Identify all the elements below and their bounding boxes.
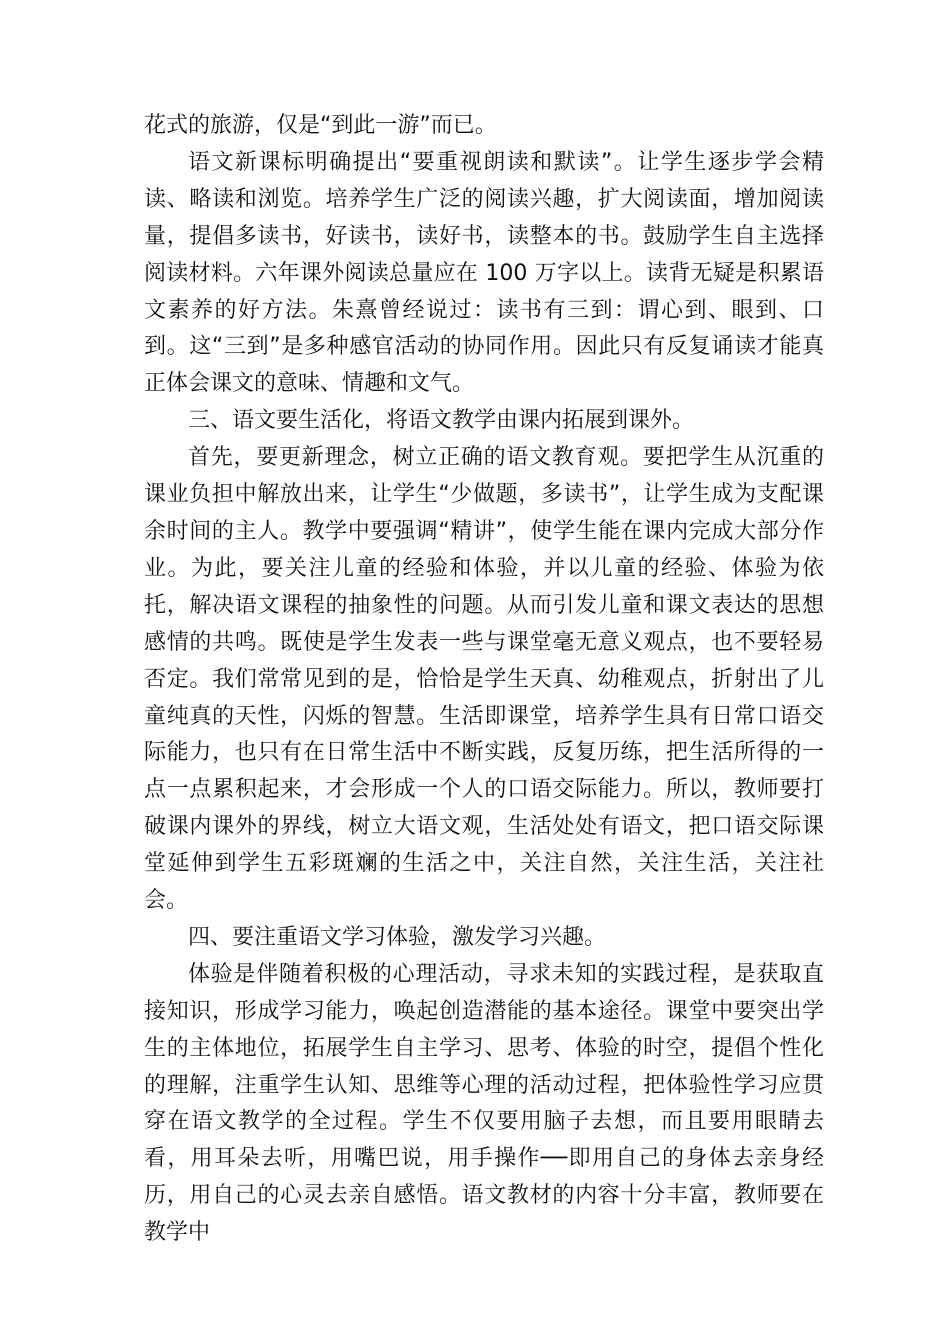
section-heading-four: 四、要注重语文学习体验，激发学习兴趣。 [188, 924, 607, 950]
document-body [144, 108, 824, 1252]
paragraph-continuation: 花式的旅游，仅是“到此一游”而已。 [144, 113, 497, 138]
paragraph-education-concept: 首先，要更新理念，树立正确的语文教育观。要把学生从沉重的课业负担中解放出来，让学生“少做题，多读书”，让学生成为支配课余时间的主人。教学中要强调“精讲”，使学生能在课内完成大部分作业。为此，要关注儿童的经验和体验，并以儿童的经验、体验为依托，解决语文课程的抽象性的问题。从而引发儿童和课文表达的思想感情的共鸣。既使是学生发表一些与课堂毫无意义观点，也不要轻易否定。我们常常见到的是，恰恰是学生天真、幼稚观点，折射出了儿童纯真的天性，闪烁的智慧。生活即课堂，培养学生具有日常口语交际能力，也只有在日常生活中不断实践，反复历练，把生活所得的一点一点累积起来，才会形成一个人的口语交际能力。所以，教师要打破课内课外的界线，树立大语文观，生活处处有语文，把口语交际课堂延伸到学生五彩斑斓的生活之中，关注自然，关注生活，关注社会。 [144, 445, 824, 914]
paragraph-reading-standard: 语文新课标明确提出“要重视朗读和默读”。让学生逐步学会精读、略读和浏览。培养学生广泛的阅读兴趣，扩大阅读面，增加阅读量，提倡多读书，好读书，读好书，读整本的书。鼓励学生自主选择阅读材料。六年课外阅读总量应在 100 万字以上。读背无疑是积累语文素养的好方法。朱熹曾经说过：读书有三到：谓心到、眼到、口到。这“三到”是多种感官活动的协同作用。因此只有反复诵读才能真正体会课文的意味、情趣和文气。 [144, 149, 824, 397]
section-heading-three: 三、语文要生活化，将语文教学由课内拓展到课外。 [188, 408, 695, 434]
paragraph-learning-experience: 体验是伴随着积极的心理活动，寻求未知的实践过程，是获取直接知识，形成学习能力，唤起创造潜能的基本途径。课堂中要突出学生的主体地位，拓展学生自主学习、思考、体验的时空，提倡个性化的理解，注重学生认知、思维等心理的活动过程，把体验性学习应贯穿在语文教学的全过程。学生不仅要用脑子去想，而且要用眼睛去看，用耳朵去听，用嘴巴说，用手操作──即用自己的身体去亲身经历，用自己的心灵去亲自感悟。语文教材的内容十分丰富，教师要在教学中 [144, 961, 824, 1246]
